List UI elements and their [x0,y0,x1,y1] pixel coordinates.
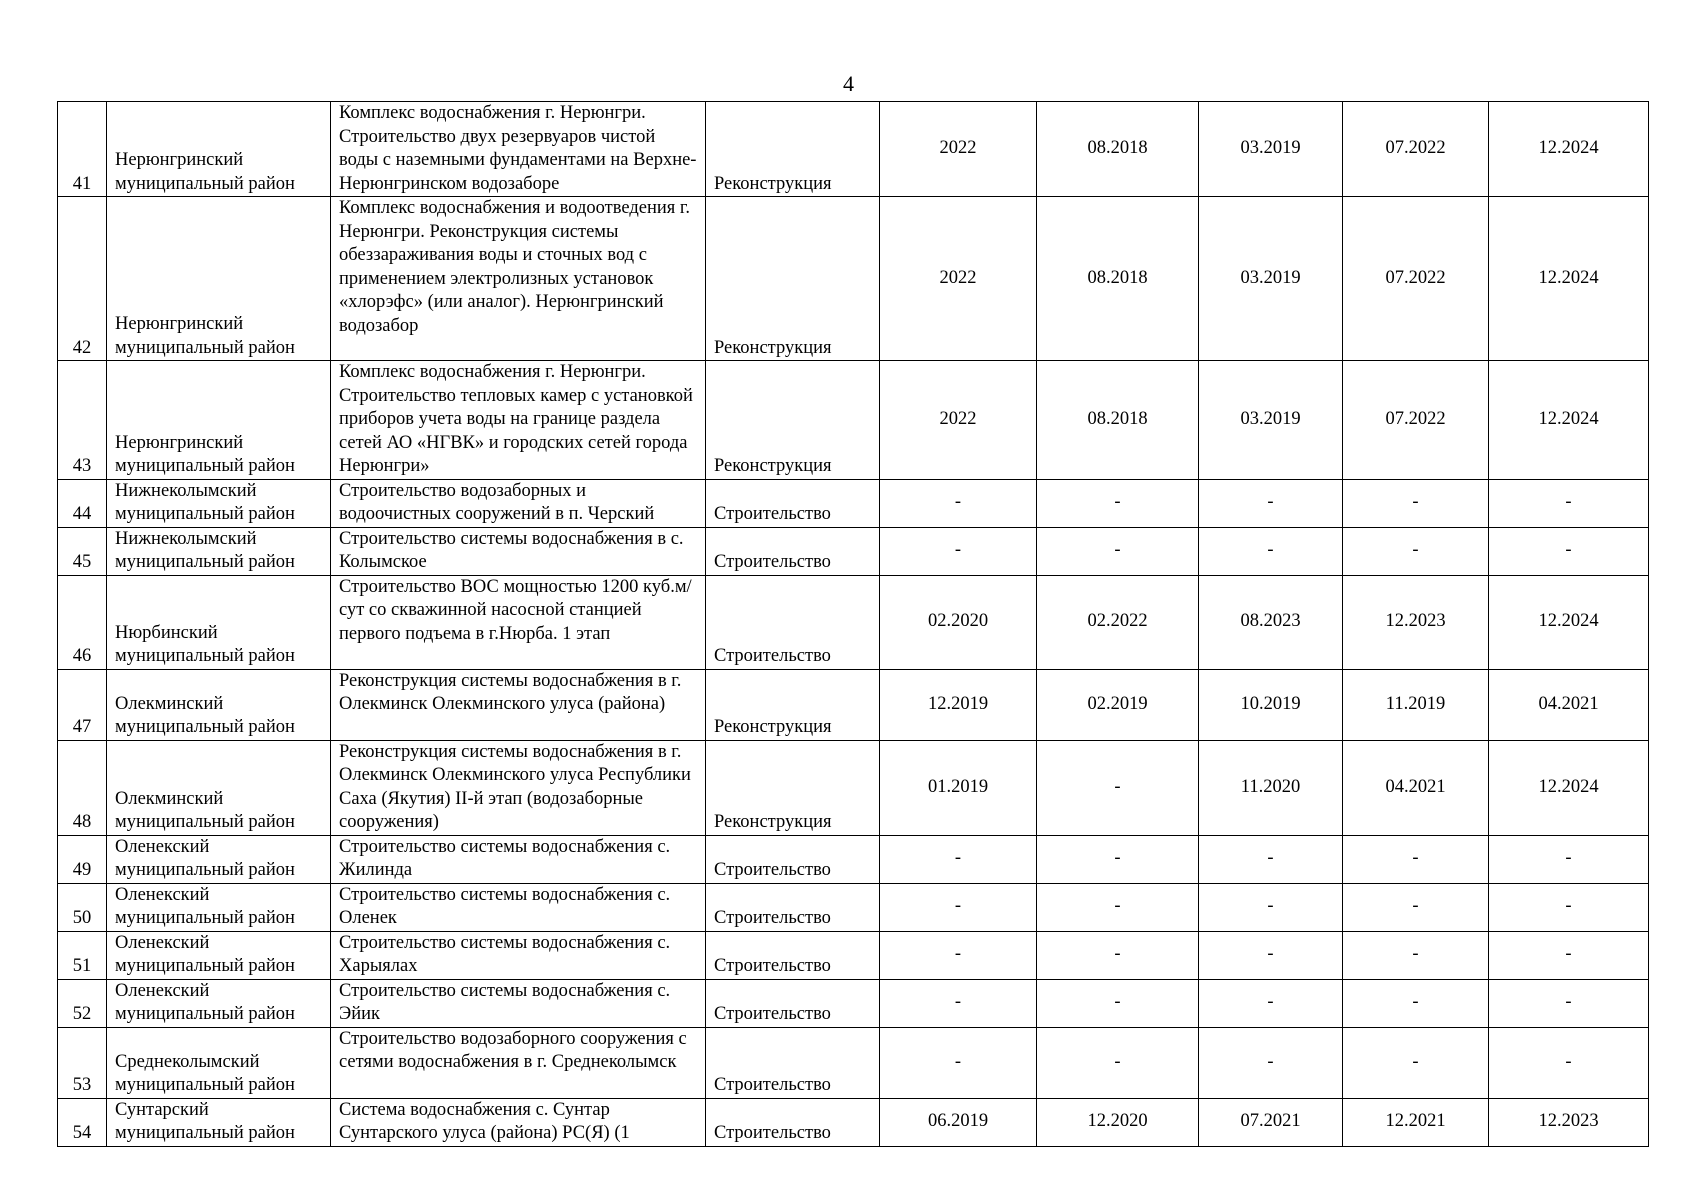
municipality-cell-text: Нижнеколымский муниципальный район [115,480,295,524]
municipality-cell [107,979,331,1027]
date-cell [1489,740,1649,835]
date-cell-text: - [1267,944,1274,965]
row-number [58,1098,107,1146]
work-type-cell-text: Строительство [714,1075,831,1095]
date-cell-text: 03.2019 [1240,267,1301,288]
date-cell-text: - [1267,896,1274,917]
date-cell [1343,1027,1489,1098]
date-cell [880,931,1037,979]
municipality-cell-text: Оленекский муниципальный район [115,932,295,976]
table-row [58,931,1649,979]
date-cell-text: - [954,848,962,869]
work-type-cell-text: Реконструкция [714,812,832,832]
description-cell [331,979,706,1027]
date-cell-text: - [1412,992,1419,1013]
date-cell [1037,1098,1199,1146]
date-cell [1489,102,1649,197]
date-cell [1037,835,1199,883]
date-cell-text: - [1114,776,1121,797]
municipality-cell [107,361,331,480]
date-cell [1343,1098,1489,1146]
description-cell-text: Строительство системы водоснабжения с. Оленек [339,884,671,928]
date-cell-text: - [1412,540,1419,561]
date-cell-text: 12.2024 [1538,611,1599,632]
date-cell-text: - [1114,540,1121,561]
row-number [58,979,107,1027]
date-cell [1037,1027,1199,1098]
date-cell-text: - [954,944,962,965]
row-number [58,931,107,979]
date-cell-text: - [1267,492,1274,513]
date-cell-text: 12.2021 [1385,1111,1446,1132]
date-cell-text: 12.2024 [1538,776,1599,797]
date-cell [1489,197,1649,361]
date-cell [1199,197,1343,361]
work-type-cell [706,740,880,835]
work-type-cell [706,361,880,480]
municipality-cell-text: Оленекский муниципальный район [115,980,295,1024]
municipality-cell [107,527,331,575]
row-number [58,527,107,575]
date-cell [1343,527,1489,575]
work-type-cell-text: Строительство [714,504,831,524]
description-cell-text: Комплекс водоснабжения и водоотведения г. Нерюнгри. Реконструкция системы обеззараживания воды и сточных вод с применением электролизных установок «хлорэфс» (или аналог). Нерюнгринский водозабор [339,198,691,336]
municipality-cell-text: Нюрбинский муниципальный район [115,622,295,666]
description-cell [331,575,706,669]
date-cell [1037,102,1199,197]
date-cell-text: 04.2021 [1385,776,1446,797]
row-number [58,1027,107,1098]
description-cell [331,931,706,979]
date-cell [1199,479,1343,527]
date-cell-text: 12.2023 [1385,611,1446,632]
row-number [58,835,107,883]
date-cell [1199,669,1343,740]
date-cell [1199,575,1343,669]
table-row [58,740,1649,835]
table-row [58,979,1649,1027]
municipality-cell-text: Олекминский муниципальный район [115,788,295,832]
date-cell [880,102,1037,197]
date-cell-text: - [954,1051,962,1072]
date-cell-text: 03.2019 [1240,409,1301,429]
description-cell-text: Комплекс водоснабжения г. Нерюнгри. Строительство двух резервуаров чистой воды с наземными фундаментами на Верхне-Нерюнгринском водозаборе [339,103,697,194]
description-cell-text: Строительство водозаборного сооружения с сетями водоснабжения в г. Среднеколымск [339,1028,687,1072]
date-cell [1199,1098,1343,1146]
date-cell [1343,361,1489,480]
date-cell [880,575,1037,669]
date-cell [880,883,1037,931]
row-number-text: 43 [72,456,92,476]
description-cell [331,835,706,883]
date-cell-text: - [1565,1051,1572,1072]
date-cell-text: - [1412,492,1419,513]
row-number-text: 42 [72,337,92,358]
description-cell-text: Строительство системы водоснабжения в с. Колымское [339,528,684,572]
work-type-cell-text: Строительство [714,956,831,976]
description-cell [331,740,706,835]
row-number-text: 45 [72,552,92,572]
municipality-cell-text: Нерюнгринский муниципальный район [115,314,295,358]
date-cell [880,835,1037,883]
date-cell [1199,527,1343,575]
description-cell-text: Строительство водозаборных и водоочистных сооружений в п. Черский [339,480,655,524]
date-cell-text: 08.2023 [1240,611,1301,632]
municipality-cell-text: Олекминский муниципальный район [115,693,295,737]
description-cell-text: Строительство системы водоснабжения с. Эйик [339,980,671,1024]
date-cell-text: 12.2019 [927,693,989,714]
row-number-text: 51 [72,956,92,976]
row-number-text: 50 [72,908,92,928]
municipality-cell [107,197,331,361]
municipality-cell [107,575,331,669]
description-cell [331,527,706,575]
municipality-cell-text: Среднеколымский муниципальный район [115,1051,295,1095]
table-body [58,102,1649,1147]
date-cell [1037,197,1199,361]
date-cell-text: - [954,540,962,561]
date-cell-text: - [1565,540,1572,561]
date-cell-text: - [1267,992,1274,1013]
work-type-cell [706,197,880,361]
date-cell [880,1098,1037,1146]
work-type-cell-text: Реконструкция [714,456,832,476]
table-row [58,527,1649,575]
date-cell [1037,979,1199,1027]
work-type-cell [706,527,880,575]
description-cell-text: Реконструкция системы водоснабжения в г. Олекминск Олекминского улуса (района) [339,670,682,714]
date-cell [1343,740,1489,835]
date-cell-text: 2022 [939,267,977,288]
row-number [58,740,107,835]
date-cell [1489,1098,1649,1146]
date-cell [1199,361,1343,480]
work-type-cell-text: Реконструкция [714,173,832,194]
date-cell [1199,931,1343,979]
description-cell [331,361,706,480]
date-cell-text: - [1565,992,1572,1013]
row-number [58,197,107,361]
date-cell-text: - [1267,848,1274,869]
row-number [58,883,107,931]
date-cell [1343,931,1489,979]
work-type-cell [706,575,880,669]
date-cell-text: 08.2018 [1087,138,1148,159]
description-cell [331,1027,706,1098]
date-cell-text: - [1412,944,1419,965]
date-cell-text: 07.2022 [1385,267,1446,288]
date-cell-text: - [1412,896,1419,917]
date-cell [880,979,1037,1027]
work-type-cell [706,669,880,740]
municipality-cell [107,1098,331,1146]
date-cell-text: - [954,896,962,917]
date-cell [1199,1027,1343,1098]
date-cell [1489,835,1649,883]
description-cell-text: Реконструкция системы водоснабжения в г. Олекминск Олекминского улуса Республики Саха (Якутия) II-й этап (водозаборные сооружения) [339,741,691,832]
date-cell-text: 08.2018 [1087,409,1148,429]
date-cell [880,361,1037,480]
date-cell-text: - [1412,848,1419,869]
work-type-cell [706,835,880,883]
work-type-cell-text: Реконструкция [714,337,832,358]
date-cell [1037,527,1199,575]
date-cell [1037,669,1199,740]
table-row [58,102,1649,197]
date-cell-text: - [954,992,962,1013]
date-cell [1489,527,1649,575]
row-number-text: 47 [72,717,92,737]
date-cell [1489,979,1649,1027]
date-cell [1037,361,1199,480]
date-cell [1037,931,1199,979]
table-row [58,1027,1649,1098]
work-type-cell [706,102,880,197]
row-number-text: 46 [72,646,92,666]
work-type-cell [706,883,880,931]
description-cell [331,883,706,931]
municipality-cell [107,835,331,883]
description-cell-text: Строительство системы водоснабжения с. Жилинда [339,836,671,880]
date-cell-text: - [1114,1051,1121,1072]
table-row [58,835,1649,883]
date-cell-text: - [1412,1051,1419,1072]
municipality-cell [107,669,331,740]
work-type-cell-text: Строительство [714,1123,831,1143]
date-cell-text: - [1114,992,1121,1013]
date-cell-text: - [1267,540,1274,561]
date-cell-text: 02.2019 [1087,693,1148,714]
date-cell-text: - [1267,1051,1274,1072]
date-cell [880,669,1037,740]
date-cell-text: 10.2019 [1240,693,1301,714]
row-number [58,575,107,669]
date-cell [880,527,1037,575]
municipality-cell [107,102,331,197]
date-cell [1199,883,1343,931]
date-cell [1199,979,1343,1027]
date-cell-text: - [1565,492,1572,513]
date-cell [1343,479,1489,527]
row-number-text: 52 [72,1004,92,1024]
work-type-cell-text: Строительство [714,552,831,572]
work-type-cell [706,479,880,527]
date-cell-text: 08.2018 [1087,267,1148,288]
municipality-cell-text: Нерюнгринский муниципальный район [115,150,295,194]
date-cell [1199,835,1343,883]
date-cell [1037,883,1199,931]
table-row [58,1098,1649,1146]
table-row [58,197,1649,361]
row-number [58,669,107,740]
date-cell-text: 01.2019 [927,776,989,797]
description-cell [331,479,706,527]
description-cell [331,197,706,361]
date-cell-text: 02.2020 [927,611,989,632]
date-cell [1343,883,1489,931]
municipality-cell-text: Оленекский муниципальный район [115,884,295,928]
row-number-text: 49 [72,860,92,880]
row-number-text: 48 [72,812,92,832]
date-cell-text: - [1565,896,1572,917]
description-cell-text: Строительство ВОС мощностью 1200 куб.м/сут со скважинной насосной станцией первого подъема в г.Нюрба. 1 этап [339,576,692,644]
date-cell-text: 07.2021 [1240,1111,1301,1132]
date-cell-text: - [954,492,962,513]
municipality-cell-text: Оленекский муниципальный район [115,836,295,880]
date-cell-text: 11.2020 [1240,776,1301,797]
municipality-cell [107,931,331,979]
work-type-cell [706,1027,880,1098]
date-cell-text: 12.2024 [1538,267,1599,288]
date-cell-text: 11.2019 [1385,693,1446,714]
date-cell [880,1027,1037,1098]
date-cell [1489,669,1649,740]
date-cell [1489,361,1649,480]
date-cell-text: - [1114,944,1121,965]
date-cell [1343,197,1489,361]
date-cell [880,197,1037,361]
date-cell-text: 12.2024 [1538,138,1599,159]
table-row [58,883,1649,931]
date-cell-text: - [1114,848,1121,869]
work-type-cell-text: Строительство [714,908,831,928]
date-cell-text: 12.2023 [1538,1111,1599,1132]
municipality-cell-text: Нерюнгринский муниципальный район [115,432,295,476]
description-cell-text: Комплекс водоснабжения г. Нерюнгри. Строительство тепловых камер с установкой приборов учета воды на границе раздела сетей АО «НГВК» и городских сетей города Нерюнгри» [339,362,693,476]
municipality-cell [107,1027,331,1098]
row-number-text: 54 [72,1123,92,1143]
date-cell-text: 2022 [939,409,977,429]
municipality-cell [107,740,331,835]
work-type-cell-text: Строительство [714,860,831,880]
date-cell [1037,575,1199,669]
date-cell [1489,479,1649,527]
table-row [58,361,1649,480]
date-cell [1343,979,1489,1027]
municipality-cell [107,479,331,527]
date-cell-text: 03.2019 [1240,138,1301,159]
table-row [58,669,1649,740]
date-cell [880,479,1037,527]
description-cell-text: Система водоснабжения с. Сунтар Сунтарского улуса (района) РС(Я) (1 [339,1099,630,1143]
date-cell-text: - [1565,848,1572,869]
date-cell [1489,1027,1649,1098]
description-cell [331,102,706,197]
date-cell-text: 06.2019 [927,1111,989,1132]
table-row [58,479,1649,527]
date-cell [1489,883,1649,931]
description-cell [331,669,706,740]
row-number-text: 41 [72,173,92,194]
municipality-cell-text: Сунтарский муниципальный район [115,1099,295,1143]
work-type-cell [706,979,880,1027]
date-cell-text: - [1114,492,1121,513]
projects-table [57,101,1649,1147]
date-cell-text: 07.2022 [1385,409,1446,429]
work-type-cell [706,1098,880,1146]
row-number-text: 53 [72,1075,92,1095]
work-type-cell-text: Строительство [714,1004,831,1024]
date-cell [1199,740,1343,835]
date-cell [880,740,1037,835]
date-cell [1343,835,1489,883]
date-cell [1037,740,1199,835]
date-cell-text: 12.2020 [1087,1111,1148,1132]
work-type-cell-text: Строительство [714,646,831,666]
description-cell [331,1098,706,1146]
description-cell-text: Строительство системы водоснабжения с. Харыялах [339,932,671,976]
date-cell [1343,102,1489,197]
date-cell [1343,575,1489,669]
municipality-cell-text: Нижнеколымский муниципальный район [115,528,295,572]
row-number [58,361,107,480]
row-number [58,479,107,527]
row-number [58,102,107,197]
date-cell-text: 2022 [939,138,977,159]
work-type-cell-text: Реконструкция [714,717,832,737]
date-cell [1199,102,1343,197]
date-cell-text: - [1565,944,1572,965]
date-cell-text: - [1114,896,1121,917]
table-row [58,575,1649,669]
date-cell-text: 07.2022 [1385,138,1446,159]
date-cell-text: 04.2021 [1538,693,1599,714]
work-type-cell [706,931,880,979]
date-cell [1489,931,1649,979]
row-number-text: 44 [72,504,92,524]
date-cell-text: 12.2024 [1538,409,1599,429]
municipality-cell [107,883,331,931]
date-cell [1343,669,1489,740]
date-cell [1489,575,1649,669]
page-number: 4 [843,71,854,96]
date-cell-text: 02.2022 [1087,611,1148,632]
date-cell [1037,479,1199,527]
